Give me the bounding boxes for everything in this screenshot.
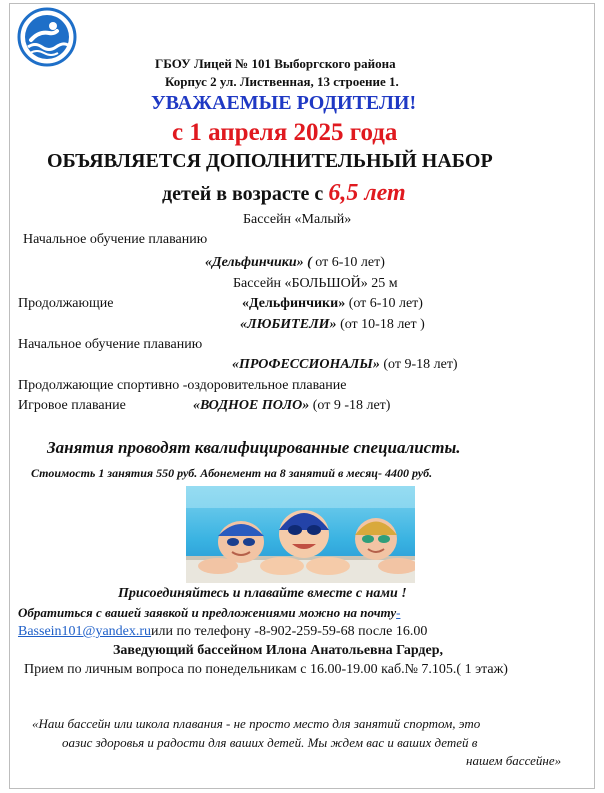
age-prefix: детей в возрасте с [162, 183, 329, 205]
water-polo-label: Игровое плавание [18, 398, 126, 413]
water-polo-name: «ВОДНОЕ ПОЛО» [193, 398, 310, 413]
amateurs-age: (от 10-18 лет ) [336, 317, 425, 332]
quote-line-3: нашем бассейне» [466, 753, 562, 768]
water-polo-age: (от 9 -18 лет) [309, 398, 391, 413]
big-pool-beginner: Начальное обучение плаванию [18, 337, 203, 352]
join-text: Присоединяйтесь и плавайте вместе с нами ! [118, 586, 407, 601]
water-polo-line [193, 398, 390, 414]
manager-name: Заведующий бассейном Илона Анатольевна Гардер, [113, 643, 444, 658]
children-swimming-photo [186, 486, 415, 583]
continuing-sport: Продолжающие спортивно -оздоровительное плавание [18, 378, 347, 393]
greeting: УВАЖАЕМЫЕ РОДИТЕЛИ! [151, 92, 417, 114]
amateurs-name: «ЛЮБИТЕЛИ» [240, 317, 337, 332]
contact-line [18, 624, 427, 640]
email-link[interactable]: Bassein101@yandex.ru [18, 624, 152, 639]
group-dolphins-age: от 6-10 лет) [311, 255, 385, 270]
age-line [162, 180, 406, 207]
swimmer-logo-icon [17, 7, 77, 67]
specialists-note: Занятия проводят квалифицированные специалисты. [47, 438, 461, 457]
pros-name: «ПРОФЕССИОНАЛЫ» [232, 357, 380, 372]
phone-text: или по телефону -8-902-259-59-68 после 16.00 [151, 624, 428, 639]
announcement: ОБЪЯВЛЯЕТСЯ ДОПОЛНИТЕЛЬНЫЙ НАБОР [47, 150, 493, 172]
contact-prefix-text: Обратиться с вашей заявкой и предложениями можно на почту [18, 605, 397, 620]
reception-hours: Прием по личным вопроса по понедельникам с 16.00-19.00 каб.№ 7.105.( 1 этаж) [24, 662, 508, 677]
dolphins-age: (от 6-10 лет) [345, 296, 423, 311]
amateurs-line [240, 317, 425, 333]
quote-line-1: «Наш бассейн или школа плавания - не просто место для занятий спортом, это [32, 716, 481, 731]
pros-age: (от 9-18 лет) [379, 357, 458, 372]
school-address: Корпус 2 ул. Лиственная, 13 строение 1. [165, 74, 399, 89]
small-pool-beginner: Начальное обучение плаванию [23, 232, 208, 247]
small-pool-group [205, 255, 385, 271]
group-dolphins-name: «Дельфинчики» ( [205, 255, 312, 270]
age-value: 6,5 лет [328, 180, 406, 206]
start-date: с 1 апреля 2025 года [172, 119, 398, 146]
continuing-label: Продолжающие [18, 296, 114, 311]
dolphins-name: «Дельфинчики» [242, 296, 346, 311]
quote-line-2: оазис здоровья и радости для ваших детей. Мы ждем вас и ваших детей в [62, 735, 478, 750]
pros-line [232, 357, 458, 373]
price-note: Стоимость 1 занятия 550 руб. Абонемент на 8 занятий в месяц- 4400 руб. [31, 466, 433, 480]
contact-prefix [18, 605, 400, 621]
school-name: ГБОУ Лицей № 101 Выборгского района [155, 56, 396, 71]
big-pool-title: Бассейн «БОЛЬШОЙ» 25 м [233, 276, 398, 291]
email-link-dash[interactable]: - [396, 605, 401, 620]
continuing-dolphins [242, 296, 423, 312]
small-pool-title: Бассейн «Малый» [243, 212, 352, 227]
